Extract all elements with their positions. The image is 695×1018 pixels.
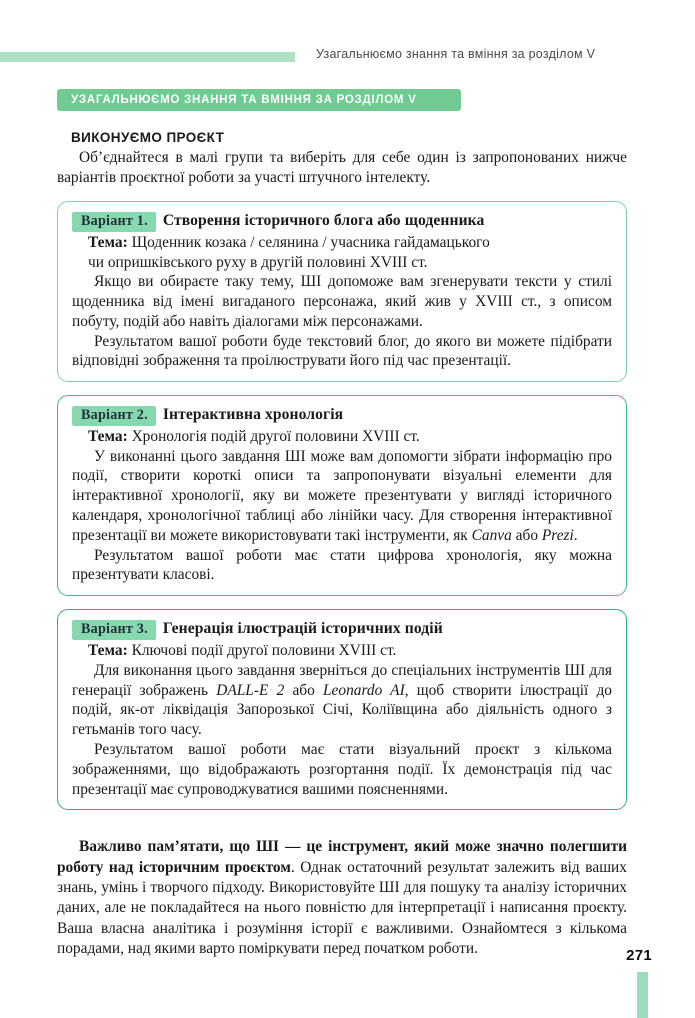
variant-3-title: Генерація ілюстрацій історичних подій bbox=[162, 620, 443, 638]
variant-3-paragraph-2: Результатом вашої роботи має стати візуальний проєкт з кількома зображеннями, що відображають розгортання події. Їх демонстрація під час презентації має супроводжуватися вашими поясненнями. bbox=[72, 740, 612, 798]
variant-2-paragraph-2: Результатом вашої роботи має стати цифрова хронологія, яку можна презентувати класові. bbox=[72, 546, 612, 584]
section-banner bbox=[57, 89, 461, 111]
running-header-title: Узагальнюємо знання та вміння за розділом V bbox=[316, 47, 596, 61]
variant-1-badge: Варіант 1. bbox=[72, 212, 156, 232]
variant-3-theme-label: Тема: bbox=[88, 642, 128, 659]
variant-1-theme-text: Щоденник козака / селянина / учасника гайдамацького bbox=[127, 233, 490, 251]
closing-bold-lead: Важливо пам’ятати, що ШІ — це інструмент, який може значно полегшити роботу над історичним проєктом bbox=[57, 838, 627, 876]
variant-3-theme-text: Ключові події другої половини XVIII ст. bbox=[127, 642, 397, 659]
variant-2-theme bbox=[72, 427, 612, 447]
variant-2-heading bbox=[72, 405, 612, 426]
variant-2-theme-text: Хронологія подій другої половини XVIII ст. bbox=[127, 427, 420, 445]
closing-paragraph bbox=[57, 837, 627, 959]
variant-2-theme-label: Тема: bbox=[88, 427, 128, 445]
variant-1-title: Створення історичного блога або щоденника bbox=[162, 212, 485, 230]
page-content bbox=[57, 130, 627, 959]
variant-1-paragraph-1: Якщо ви обираєте таку тему, ШІ допоможе вам згенерувати тексти у стилі щоденника від імені вигаданого персонажа, який жив у XVIII ст., з описом побуту, подій або навіть діалогами між персонажами. bbox=[72, 273, 612, 330]
section-banner-label: УЗАГАЛЬНЮЄМО ЗНАННЯ ТА ВМІННЯ ЗА РОЗДІЛОМ V bbox=[71, 94, 417, 106]
variant-1-theme bbox=[72, 233, 612, 253]
closing-rest: . Однак остаточний результат залежить від ваших знань, умінь і творчого підходу. Використовуйте ШІ для пошуку та аналізу історичних даних, але не покладайтеся на нього повністю для інтерпретації і написання проєкту. Ваша власна аналітика і розуміння історії є важливими. Ознайомтеся з кількома порадами, над якими варто поміркувати перед початком роботи. bbox=[57, 858, 627, 957]
variant-1-paragraph-2: Результатом вашої роботи буде текстовий блог, до якого ви можете підібрати відповідні зображення та проілюструвати його під час презентації. bbox=[72, 332, 612, 370]
variant-2-title: Інтерактивна хронологія bbox=[162, 406, 344, 424]
variant-1-heading bbox=[72, 211, 612, 232]
variant-3-badge: Варіант 3. bbox=[72, 620, 156, 640]
variant-2-paragraph-1: У виконанні цього завдання ШІ може вам допомогти зібрати інформацію про події, створити короткі описи та запропонувати візуальні елементи для інтерактивної хронології, яку ви можете презентувати у вигляді історичного календаря, хронологічної таблиці або лінійки часу. Для створення інтерактивної презентації ви можете використовувати такі інструменти, як Canva або Prezi. bbox=[72, 447, 612, 544]
header-rule bbox=[0, 52, 295, 62]
variant-3-heading bbox=[72, 619, 612, 640]
intro-paragraph: Об’єднайтеся в малі групи та виберіть для себе один із запропонованих нижче варіантів проєктної роботи за участі штучного інтелекту. bbox=[57, 149, 627, 187]
variant-box-1 bbox=[57, 201, 627, 382]
footer-accent-bar bbox=[637, 972, 648, 1018]
variant-1-theme-label: Тема: bbox=[88, 233, 128, 251]
variant-1-theme-continued: чи опришківського руху в другій половині XVIII ст. bbox=[88, 253, 428, 271]
intro-subhead: ВИКОНУЄМО ПРОЄКТ bbox=[71, 130, 225, 145]
variant-3-theme bbox=[72, 641, 612, 661]
variant-3-paragraph-1: Для виконання цього завдання зверніться до спеціальних інструментів ШІ для генерації зображень DALL-E 2 або Leonardo AI, щоб створити ілюстрації до подій, як-от ліквідація Запорозької Січі, Коліївщина або діяльність одного з гетьманів того часу. bbox=[72, 661, 612, 739]
variant-2-badge: Варіант 2. bbox=[72, 406, 156, 426]
variant-box-3 bbox=[57, 609, 627, 810]
variant-box-2 bbox=[57, 395, 627, 596]
page-number: 271 bbox=[626, 947, 652, 964]
